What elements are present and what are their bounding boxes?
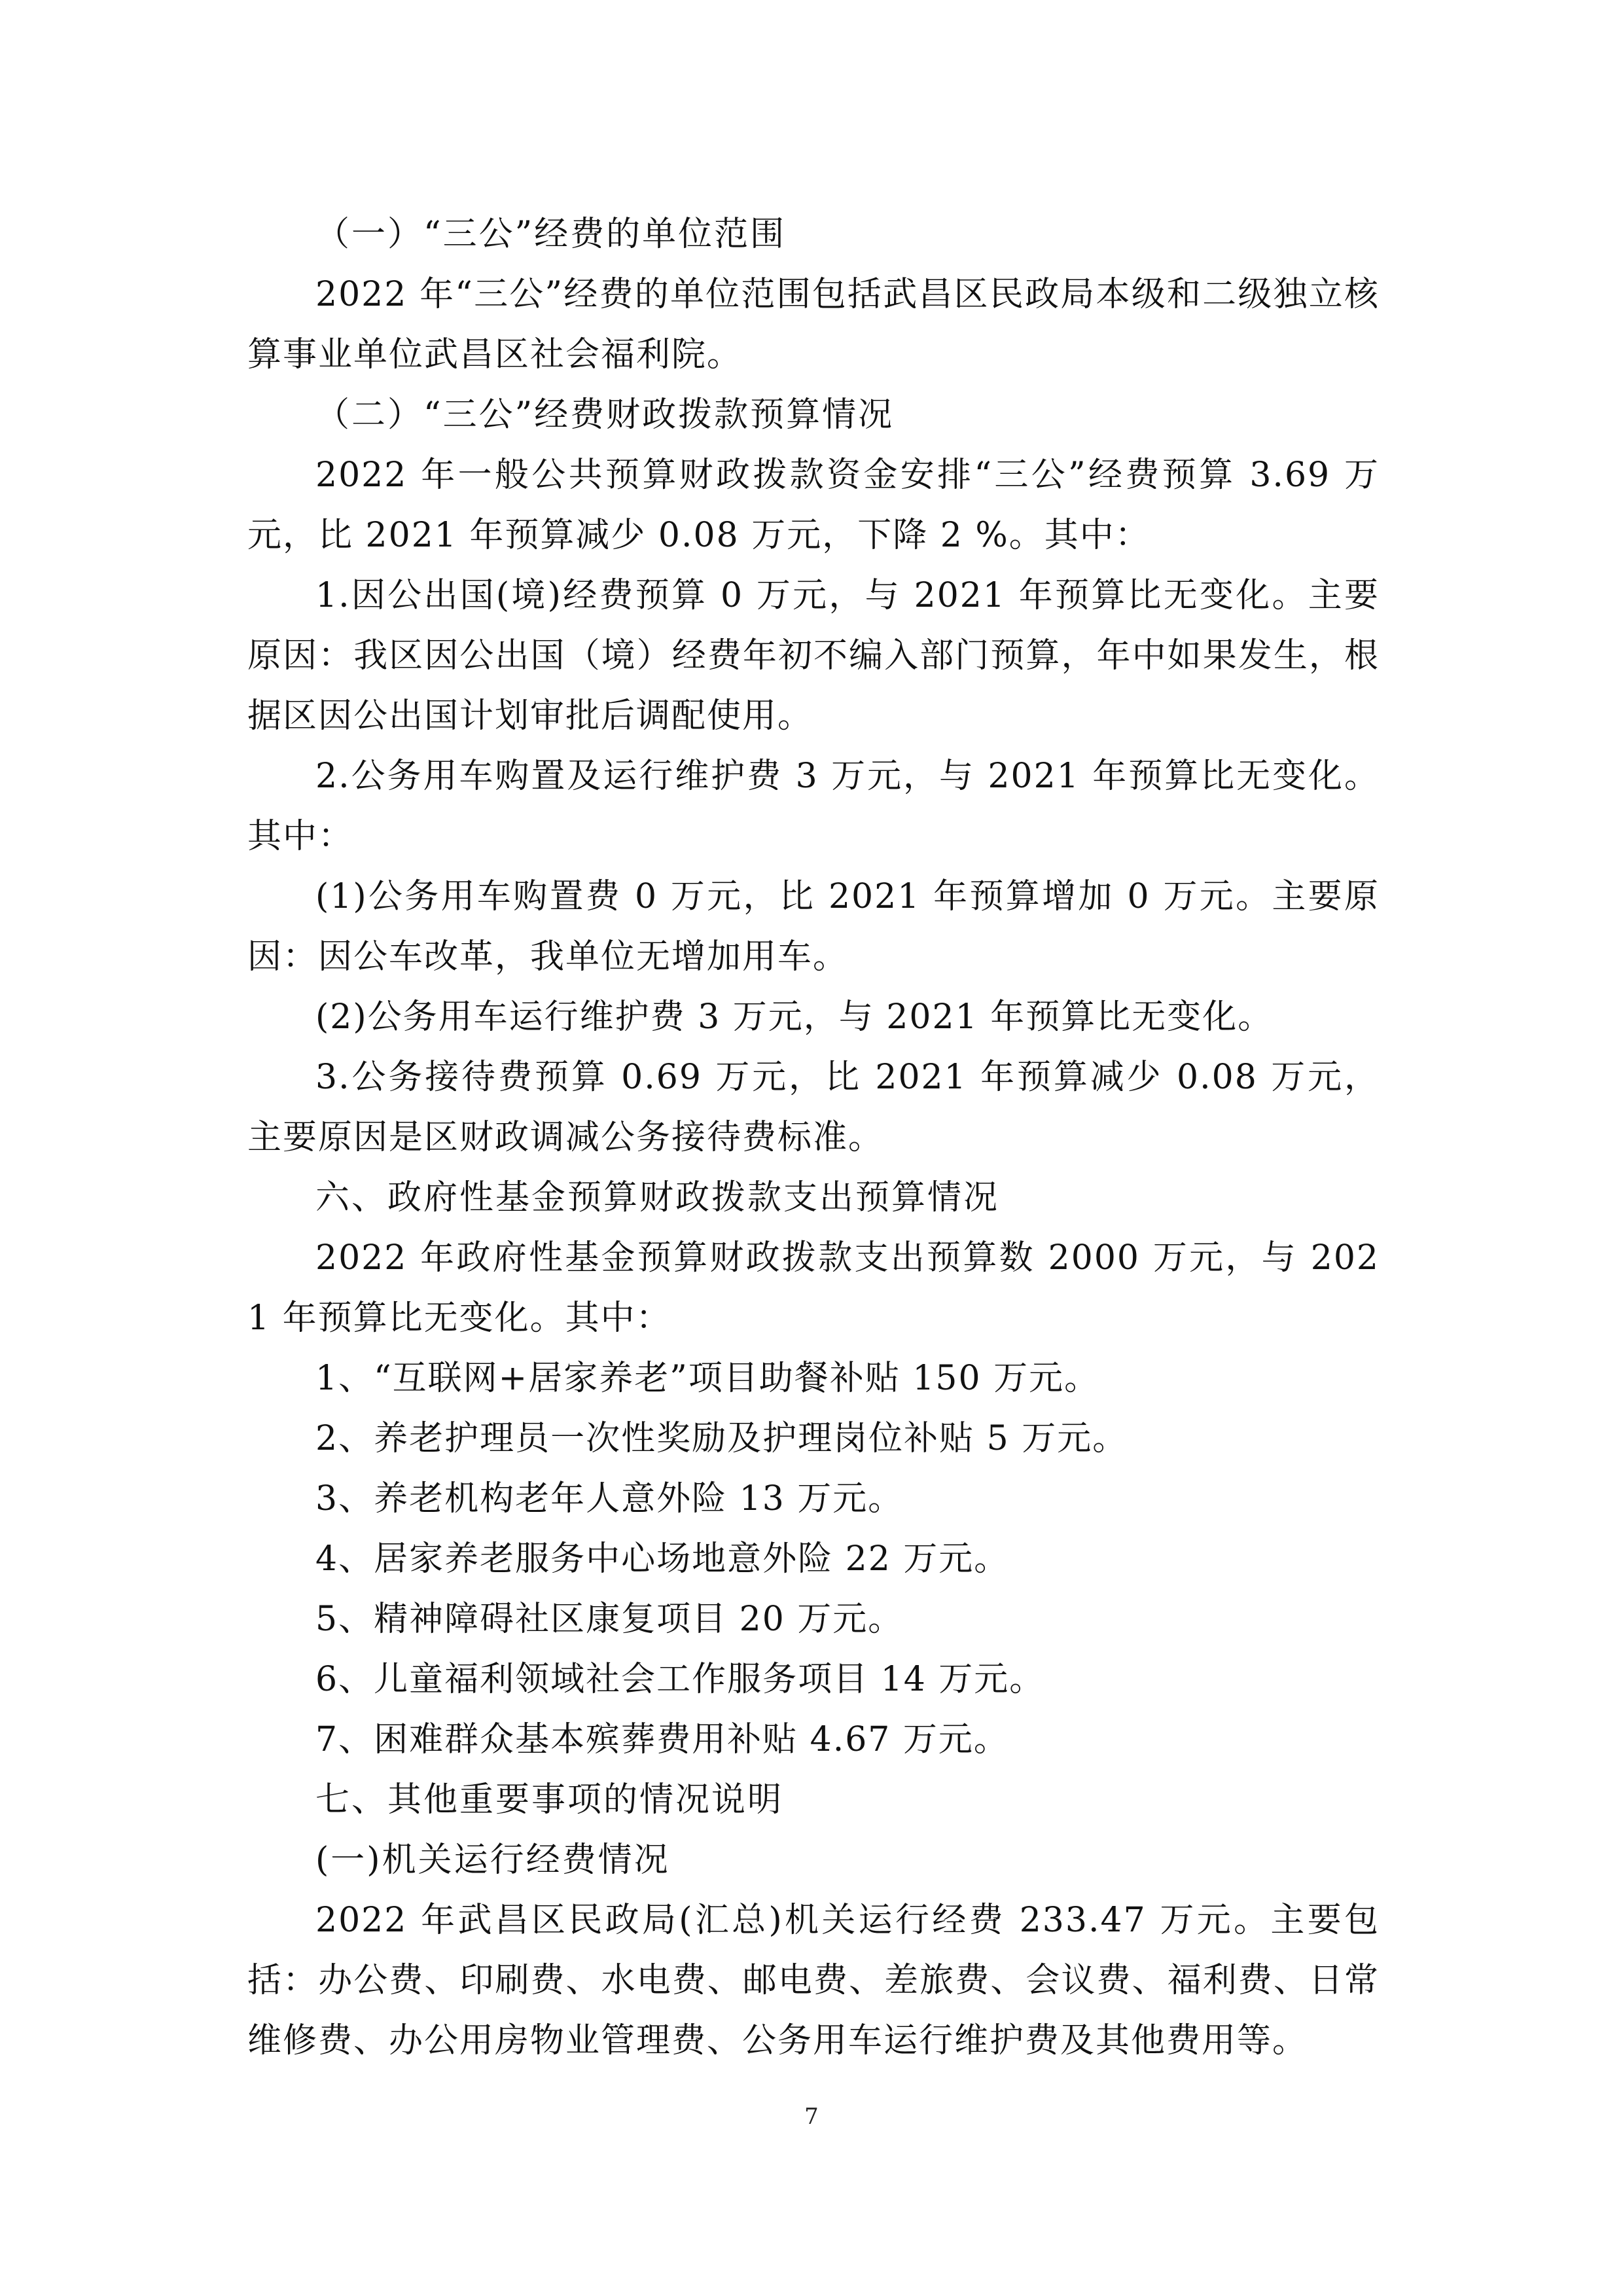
- paragraph-vehicle-purchase: (1)公务用车购置费 0 万元，比 2021 年预算增加 0 万元。主要原因：因公车改革，我单位无增加用车。: [247, 877, 1380, 977]
- list-item-fund-6: 6、儿童福利领域社会工作服务项目 14 万元。: [315, 1660, 1045, 1699]
- paragraph-vehicle-maintenance: (2)公务用车运行维护费 3 万元，与 2021 年预算比无变化。: [315, 997, 1274, 1037]
- paragraph-government-fund-summary: 2022 年政府性基金预算财政拨款支出预算数 2000 万元，与 2021 年预算比无变化。其中：: [247, 1238, 1380, 1338]
- list-item-fund-5: 5、精神障碍社区康复项目 20 万元。: [315, 1600, 904, 1639]
- paragraph-budget-summary: 2022 年一般公共预算财政拨款资金安排“三公”经费预算 3.69 万元，比 2021 年预算减少 0.08 万元，下降 2 %。其中：: [247, 456, 1380, 555]
- list-item-fund-3: 3、养老机构老年人意外险 13 万元。: [315, 1479, 904, 1518]
- paragraph-scope-description: 2022 年“三公”经费的单位范围包括武昌区民政局本级和二级独立核算事业单位武昌区社会福利院。: [247, 275, 1380, 374]
- paragraph-operating-costs: 2022 年武昌区民政局(汇总)机关运行经费 233.47 万元。主要包括：办公费、印刷费、水电费、邮电费、差旅费、会议费、福利费、日常维修费、办公用房物业管理费、公务用车运行维护费及其他费用等。: [247, 1901, 1380, 2060]
- document-body: [247, 204, 1380, 2071]
- paragraph-overseas-travel: 1.因公出国(境)经费预算 0 万元，与 2021 年预算比无变化。主要原因：我区因公出国（境）经费年初不编入部门预算，年中如果发生，根据区因公出国计划审批后调配使用。: [247, 576, 1380, 736]
- list-item-fund-2: 2、养老护理员一次性奖励及护理岗位补贴 5 万元。: [315, 1419, 1128, 1458]
- section-heading-other-matters: 七、其他重要事项的情况说明: [315, 1780, 784, 1820]
- section-heading-scope: （一）“三公”经费的单位范围: [315, 215, 787, 254]
- section-heading-budget: （二）“三公”经费财政拨款预算情况: [315, 395, 895, 435]
- subsection-heading-operating-costs: (一)机关运行经费情况: [315, 1840, 670, 1880]
- list-item-fund-4: 4、居家养老服务中心场地意外险 22 万元。: [315, 1539, 1010, 1579]
- list-item-fund-7: 7、困难群众基本殡葬费用补贴 4.67 万元。: [315, 1720, 1009, 1759]
- page-number: 7: [804, 2104, 819, 2130]
- list-item-fund-1: 1、“互联网+居家养老”项目助餐补贴 150 万元。: [315, 1359, 1100, 1398]
- paragraph-reception-costs: 3.公务接待费预算 0.69 万元，比 2021 年预算减少 0.08 万元，主要原因是区财政调减公务接待费标准。: [247, 1058, 1380, 1157]
- section-heading-government-fund: 六、政府性基金预算财政拨款支出预算情况: [315, 1178, 1000, 1217]
- paragraph-vehicle-costs: 2.公务用车购置及运行维护费 3 万元，与 2021 年预算比无变化。其中：: [247, 757, 1380, 856]
